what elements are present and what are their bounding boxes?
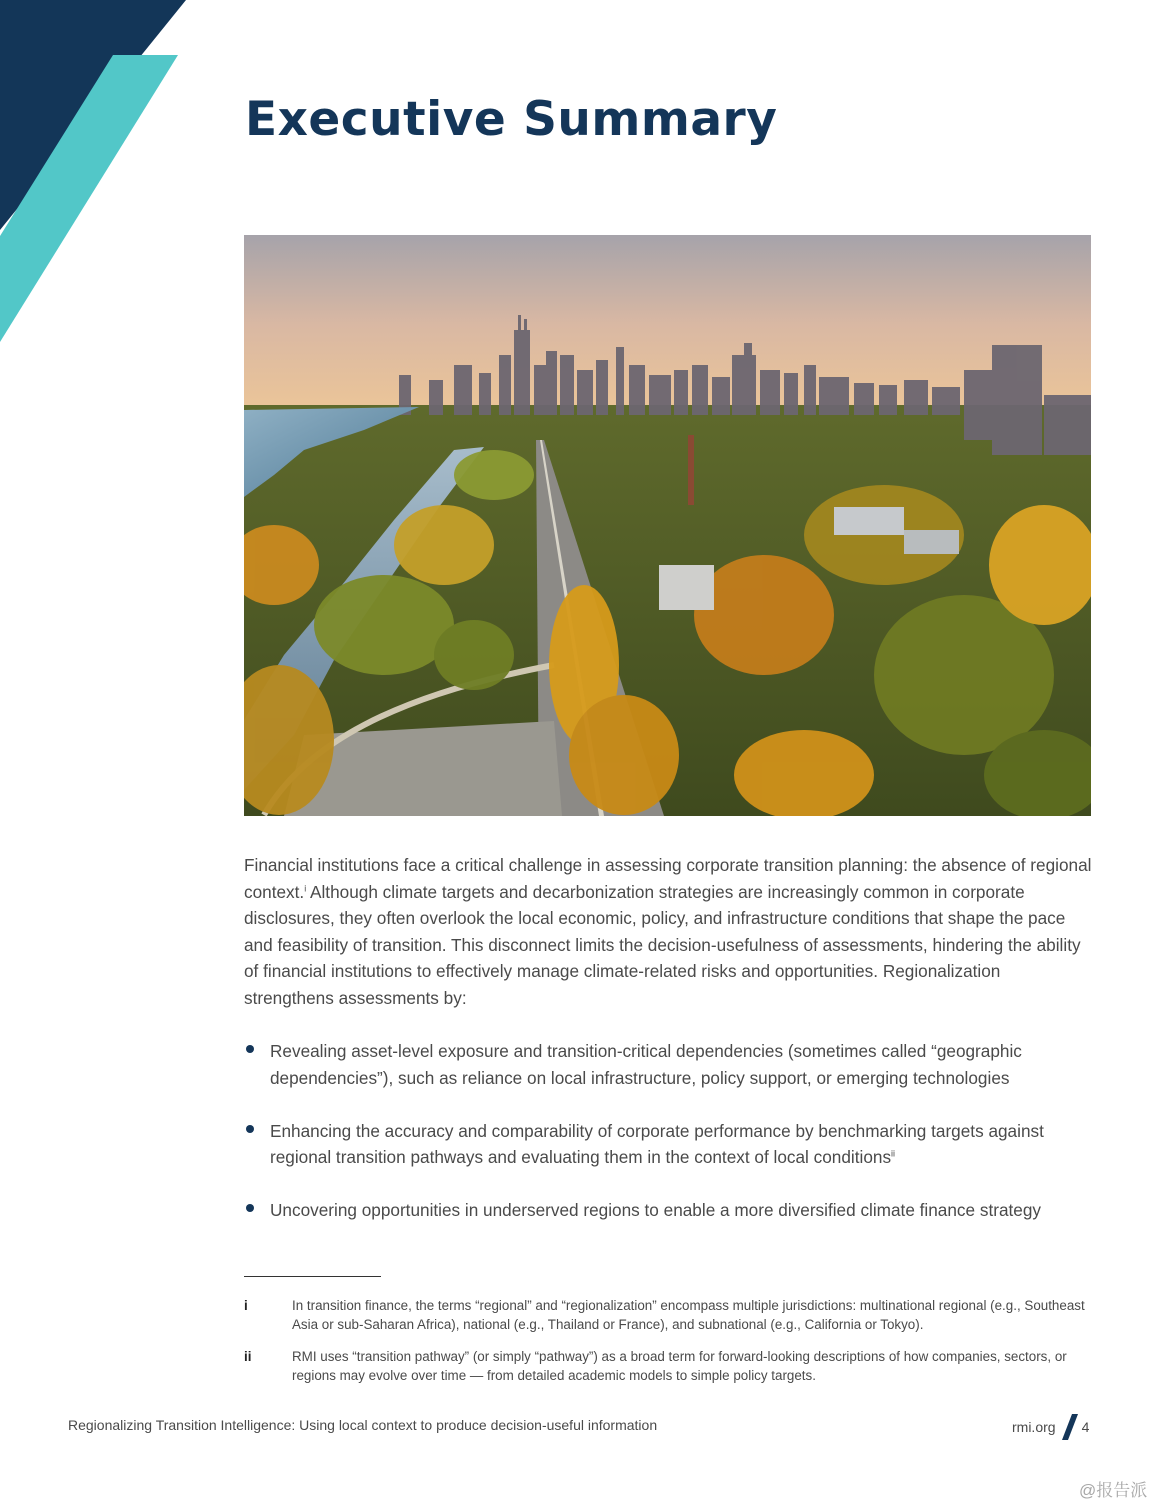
bullet-icon	[246, 1125, 254, 1133]
intro-paragraph	[244, 852, 1094, 1011]
bullet-text: Revealing asset-level exposure and transition-critical dependencies (sometimes called “geographic dependencies”), such as reliance on local infrastructure, policy support, or emerging technologies	[270, 1041, 1022, 1088]
footer-document-title: Regionalizing Transition Intelligence: Using local context to produce decision-useful information	[68, 1417, 658, 1433]
footnote-text: In transition finance, the terms “regional” and “regionalization” encompass multiple jurisdictions: multinational regional (e.g., Southeast Asia or sub-Saharan Africa), national (e.g., Thailand or France), and subnational (e.g., California or Tokyo).	[292, 1298, 1085, 1332]
slash-icon	[1062, 1414, 1078, 1440]
page-title: Executive Summary	[245, 92, 778, 147]
benefits-list	[244, 1038, 1094, 1250]
corner-decoration	[0, 0, 200, 360]
footnote-ref-i[interactable]: i	[304, 882, 307, 893]
bullet-text: Enhancing the accuracy and comparability of corporate performance by benchmarking targets against regional transition pathways and evaluating them in the context of local conditions	[270, 1120, 1044, 1167]
bullet-text: Uncovering opportunities in underserved regions to enable a more diversified climate finance strategy	[270, 1200, 1041, 1220]
footnote-divider	[244, 1276, 381, 1277]
footnote-mark: i	[244, 1298, 248, 1313]
footnote-ii	[244, 1347, 1094, 1385]
footnote-mark: ii	[244, 1349, 252, 1364]
footnote-text: RMI uses “transition pathway” (or simply “pathway”) as a broad term for forward-looking descriptions of how companies, sectors, or regions may evolve over time — from detailed academic models to simple policy targets.	[292, 1349, 1067, 1383]
page-number: 4	[1081, 1419, 1090, 1435]
footer-site-link[interactable]: rmi.org	[1012, 1419, 1056, 1435]
bullet-icon	[246, 1204, 254, 1212]
bullet-icon	[246, 1045, 254, 1053]
intro-text-part1: Financial institutions face a critical challenge in assessing corporate transition planning: the absence of regional context.	[244, 855, 1092, 902]
intro-text-part2: Although climate targets and decarbonization strategies are increasingly common in corporate disclosures, they often overlook the local economic, policy, and infrastructure conditions that shape the pace and feasibility of transition. This disconnect limits the decision-usefulness of assessments, hindering the ability of financial institutions to effectively manage climate-related risks and opportunities. Regionalization strengthens assessments by:	[244, 881, 1081, 1008]
footnote-ref-ii[interactable]: ii	[891, 1148, 896, 1159]
list-item	[244, 1197, 1094, 1224]
footnote-i	[244, 1296, 1094, 1334]
footnotes	[244, 1296, 1094, 1398]
city-aerial-photo	[244, 235, 1091, 816]
watermark: @报告派	[1079, 1481, 1148, 1500]
footer-page-info	[1012, 1413, 1089, 1441]
list-item	[244, 1038, 1094, 1091]
list-item	[244, 1118, 1094, 1171]
